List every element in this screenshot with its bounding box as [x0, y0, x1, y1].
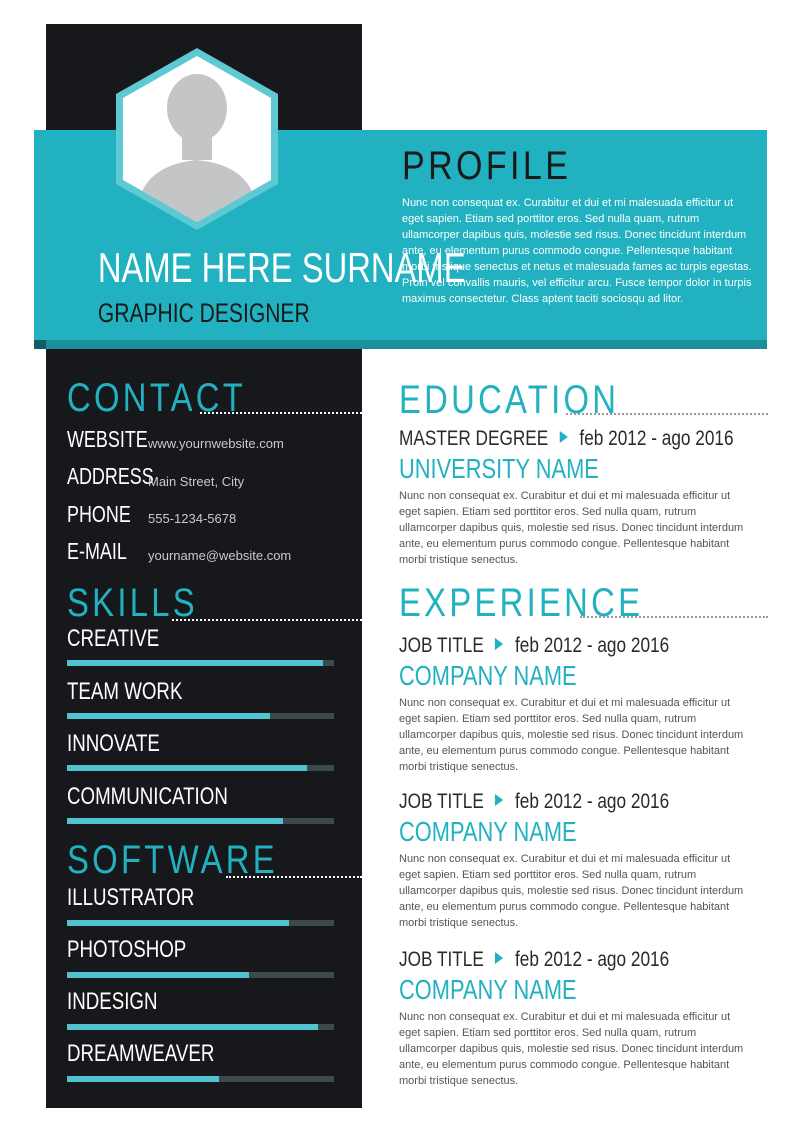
skill-label-innovate: INNOVATE	[67, 730, 160, 757]
experience-divider	[580, 616, 768, 618]
arrow-right-icon	[560, 431, 568, 443]
education-degree: MASTER DEGREE	[399, 427, 549, 450]
company-name-3: COMPANY NAME	[399, 974, 577, 1005]
avatar	[114, 46, 280, 232]
company-name-1: COMPANY NAME	[399, 660, 577, 691]
job-line-2	[399, 790, 728, 814]
job-description-2: Nunc non consequat ex. Curabitur et dui et mi malesuada efficitur ut eget sapien. Etiam sed porttitor eros. Sed nulla quam, rutrum ullamcorper dapibus quis, molestie sed risus. Donec tincidunt interdum ante, eu elementum purus commodo congue. Pellentesque habitant morbi tristique senectus.	[399, 853, 744, 929]
contact-value-address: Main Street, City	[148, 474, 245, 489]
candidate-role: GRAPHIC DESIGNER	[98, 298, 310, 328]
job-dates: feb 2012 - ago 2016	[515, 790, 670, 813]
education-dates: feb 2012 - ago 2016	[579, 427, 734, 450]
skill-bar-communication	[67, 818, 334, 824]
candidate-name: NAME HERE SURNAME	[97, 244, 466, 291]
skill-bar-teamwork	[67, 713, 334, 719]
skill-bar-creative	[67, 660, 334, 666]
profile-heading: PROFILE	[402, 144, 572, 188]
software-divider	[226, 876, 362, 878]
skill-label-creative: CREATIVE	[67, 625, 160, 652]
contact-value-phone: 555-1234-5678	[148, 511, 237, 526]
arrow-right-icon	[495, 952, 503, 964]
job-title: JOB TITLE	[399, 634, 484, 657]
education-divider	[566, 413, 768, 415]
software-bar-photoshop	[67, 972, 334, 978]
job-description-1: Nunc non consequat ex. Curabitur et dui et mi malesuada efficitur ut eget sapien. Etiam sed porttitor eros. Sed nulla quam, rutrum ullamcorper dapibus quis, molestie sed risus. Donec tincidunt interdum ante, eu elementum purus commodo congue. Pellentesque habitant morbi tristique senectus.	[399, 697, 744, 773]
software-label-illustrator: ILLUSTRATOR	[67, 884, 195, 911]
job-description-3: Nunc non consequat ex. Curabitur et dui et mi malesuada efficitur ut eget sapien. Etiam sed porttitor eros. Sed nulla quam, rutrum ullamcorper dapibus quis, molestie sed risus. Donec tincidunt interdum ante, eu elementum purus commodo congue. Pellentesque habitant morbi tristique senectus.	[399, 1011, 744, 1087]
software-label-photoshop: PHOTOSHOP	[67, 936, 187, 963]
education-degree-line	[399, 427, 800, 451]
job-dates: feb 2012 - ago 2016	[515, 634, 670, 657]
job-line-1	[399, 634, 728, 658]
software-bar-dreamweaver	[67, 1076, 334, 1082]
contact-value-email: yourname@website.com	[148, 548, 292, 563]
arrow-right-icon	[495, 638, 503, 650]
skill-label-communication: COMMUNICATION	[67, 783, 228, 810]
contact-divider	[200, 412, 362, 414]
education-description: Nunc non consequat ex. Curabitur et dui et mi malesuada efficitur ut eget sapien. Etiam sed porttitor eros. Sed nulla quam, rutrum ullamcorper dapibus quis, molestie sed risus. Donec tincidunt interdum ante, eu elementum purus commodo congue. Pellentesque habitant morbi tristique senectus.	[399, 490, 744, 566]
skills-heading: SKILLS	[67, 581, 198, 625]
job-title: JOB TITLE	[399, 790, 484, 813]
job-title: JOB TITLE	[399, 948, 484, 971]
banner-fold	[34, 340, 46, 349]
skills-divider	[172, 619, 362, 621]
job-line-3	[399, 948, 728, 972]
software-bar-indesign	[67, 1024, 334, 1030]
job-dates: feb 2012 - ago 2016	[515, 948, 670, 971]
contact-label-phone: PHONE	[67, 501, 131, 527]
contact-value-website: www.yournwebsite.com	[148, 436, 284, 451]
education-heading: EDUCATION	[399, 378, 620, 422]
contact-label-address: ADDRESS	[67, 463, 154, 489]
contact-heading: CONTACT	[67, 376, 247, 420]
profile-text: Nunc non consequat ex. Curabitur et dui et mi malesuada efficitur ut eget sapien. Etiam sed porttitor eros. Sed nulla quam, rutrum ullamcorper dapibus quis, molestie sed risus. Donec tincidunt interdum ante, eu elementum purus commodo congue. Pellentesque habitant morbi tristique senectus et netus et malesuada fames ac turpis egestas. Proin vel convallis mauris, vel efficitur arcu. Fusce tempor dolor in turpis maximus consectetur. Class aptent taciti sociosqu ad litor.	[402, 197, 752, 305]
education-university: UNIVERSITY NAME	[399, 453, 599, 484]
skill-label-teamwork: TEAM WORK	[67, 678, 183, 705]
contact-label-email: E-MAIL	[67, 538, 127, 564]
contact-label-website: WEBSITE	[67, 426, 148, 452]
software-label-indesign: INDESIGN	[67, 988, 158, 1015]
software-bar-illustrator	[67, 920, 334, 926]
skill-bar-innovate	[67, 765, 334, 771]
banner-shadow	[34, 340, 767, 349]
arrow-right-icon	[495, 794, 503, 806]
company-name-2: COMPANY NAME	[399, 816, 577, 847]
experience-heading: EXPERIENCE	[399, 581, 644, 625]
software-heading: SOFTWARE	[67, 838, 278, 882]
software-label-dreamweaver: DREAMWEAVER	[67, 1040, 215, 1067]
